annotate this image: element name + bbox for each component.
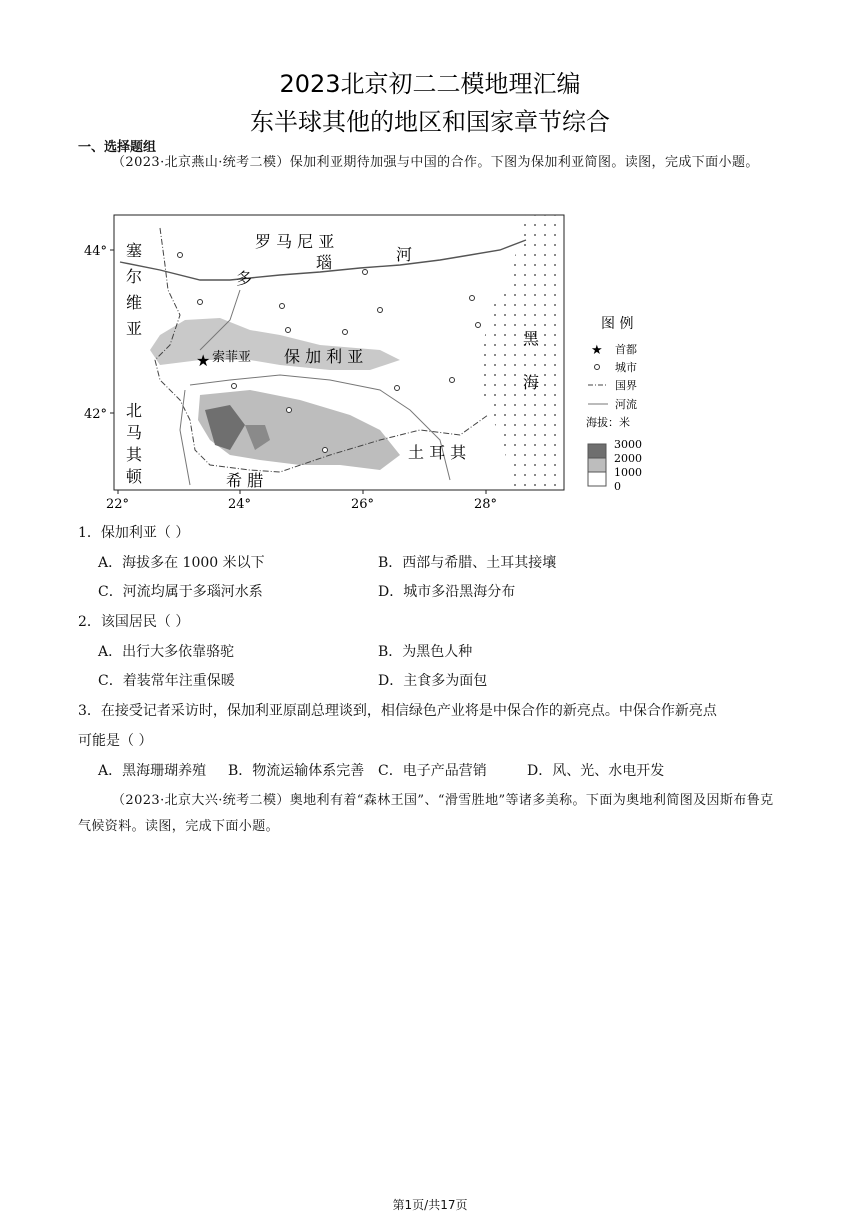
- legend-elevation-title: 海拔：米: [586, 416, 630, 429]
- intro-paragraph-2: （2023·北京大兴·统考二模）奥地利有着“森林王国”、“滑雪胜地”等诸多美称。下面为奥地利简图及因斯布鲁克气候资料。读图，完成下面小题。: [78, 793, 774, 834]
- label-north-macedonia-3: 其: [126, 445, 143, 464]
- label-serbia-1: 塞: [126, 241, 143, 260]
- label-serbia-2: 尔: [126, 267, 143, 286]
- question-1-stem: 1．保加利亚（ ）: [78, 525, 190, 541]
- legend-title: 图 例: [601, 316, 634, 332]
- question-1-option-d[interactable]: D．城市多沿黑海分布: [378, 584, 516, 600]
- label-danube-nao: 瑙: [316, 253, 333, 272]
- label-greece: 希 腊: [226, 471, 264, 490]
- question-2-option-d[interactable]: D．主食多为面包: [378, 673, 488, 689]
- label-serbia-4: 亚: [126, 319, 143, 338]
- legend-river-label: 河流: [615, 398, 637, 411]
- label-north-macedonia-2: 马: [126, 423, 143, 442]
- question-1-option-c[interactable]: C．河流均属于多瑙河水系: [98, 584, 263, 600]
- question-3-option-c[interactable]: C．电子产品营销: [378, 763, 487, 779]
- question-2-option-c[interactable]: C．着装常年注重保暖: [98, 673, 235, 689]
- label-danube-duo: 多: [236, 269, 253, 288]
- intro-paragraph-1: （2023·北京燕山·统考二模）保加利亚期待加强与中国的合作。下图为保加利亚简图。读图，完成下面小题。: [112, 155, 759, 170]
- label-black-sea-2: 海: [523, 373, 540, 392]
- label-river-he: 河: [396, 245, 413, 264]
- question-1-option-b[interactable]: B．西部与希腊、土耳其接壤: [378, 555, 557, 571]
- question-1-option-a[interactable]: A．海拔多在 1000 米以下: [98, 555, 265, 571]
- label-romania: 罗 马 尼 亚: [255, 232, 335, 251]
- lon-label-26: 26°: [351, 497, 375, 512]
- legend-border-label: 国界: [615, 379, 637, 392]
- legend-elev-swatch-low: [588, 472, 606, 486]
- lat-label-44: 44°: [84, 244, 108, 259]
- legend-elev-2000: 2000: [614, 452, 642, 465]
- map-legend: [586, 316, 642, 493]
- question-2-stem: 2．该国居民（ ）: [78, 614, 190, 630]
- capital-star-icon: ★: [196, 351, 211, 370]
- question-2-option-a[interactable]: A．出行大多依靠骆驼: [98, 644, 235, 660]
- legend-elev-swatch-mid: [588, 458, 606, 472]
- question-3-option-a[interactable]: A．黑海珊瑚养殖: [98, 763, 207, 779]
- lon-label-22: 22°: [106, 497, 130, 512]
- legend-elev-swatch-high: [588, 444, 606, 458]
- label-turkey: 土 耳 其: [408, 443, 467, 462]
- question-3-stem-line1: 3．在接受记者采访时，保加利亚原副总理谈到，相信绿色产业将是中保合作的新亮点。中保合作新亮点: [78, 703, 717, 719]
- legend-elev-3000: 3000: [614, 438, 642, 451]
- legend-capital-label: 首都: [615, 343, 637, 356]
- label-north-macedonia-4: 顿: [126, 467, 143, 486]
- lon-label-28: 28°: [474, 497, 498, 512]
- legend-elev-1000: 1000: [614, 466, 642, 479]
- label-serbia-3: 维: [126, 293, 143, 312]
- section-heading: 一、选择题组: [78, 140, 157, 155]
- question-3-option-b[interactable]: B．物流运输体系完善: [228, 763, 365, 779]
- page-subtitle: 东半球其他的地区和国家章节综合: [250, 108, 610, 136]
- label-black-sea-1: 黑: [523, 329, 540, 348]
- label-sofia: 索菲亚: [212, 350, 252, 365]
- label-north-macedonia-1: 北: [126, 401, 143, 420]
- question-3-stem-line2: 可能是（ ）: [78, 733, 153, 749]
- bulgaria-map: [80, 210, 670, 515]
- question-2-option-b[interactable]: B．为黑色人种: [378, 644, 473, 660]
- page-title: 2023北京初二二模地理汇编: [279, 70, 581, 98]
- lat-label-42: 42°: [84, 407, 108, 422]
- question-3-option-d[interactable]: D．风、光、水电开发: [527, 763, 665, 779]
- legend-city-label: 城市: [615, 361, 637, 374]
- legend-city-icon: [595, 365, 600, 370]
- legend-capital-icon: ★: [591, 343, 603, 358]
- page-footer: 第1页/共17页: [392, 1198, 468, 1212]
- legend-elev-0: 0: [614, 480, 621, 493]
- lon-label-24: 24°: [228, 497, 252, 512]
- label-bulgaria: 保 加 利 亚: [284, 347, 364, 366]
